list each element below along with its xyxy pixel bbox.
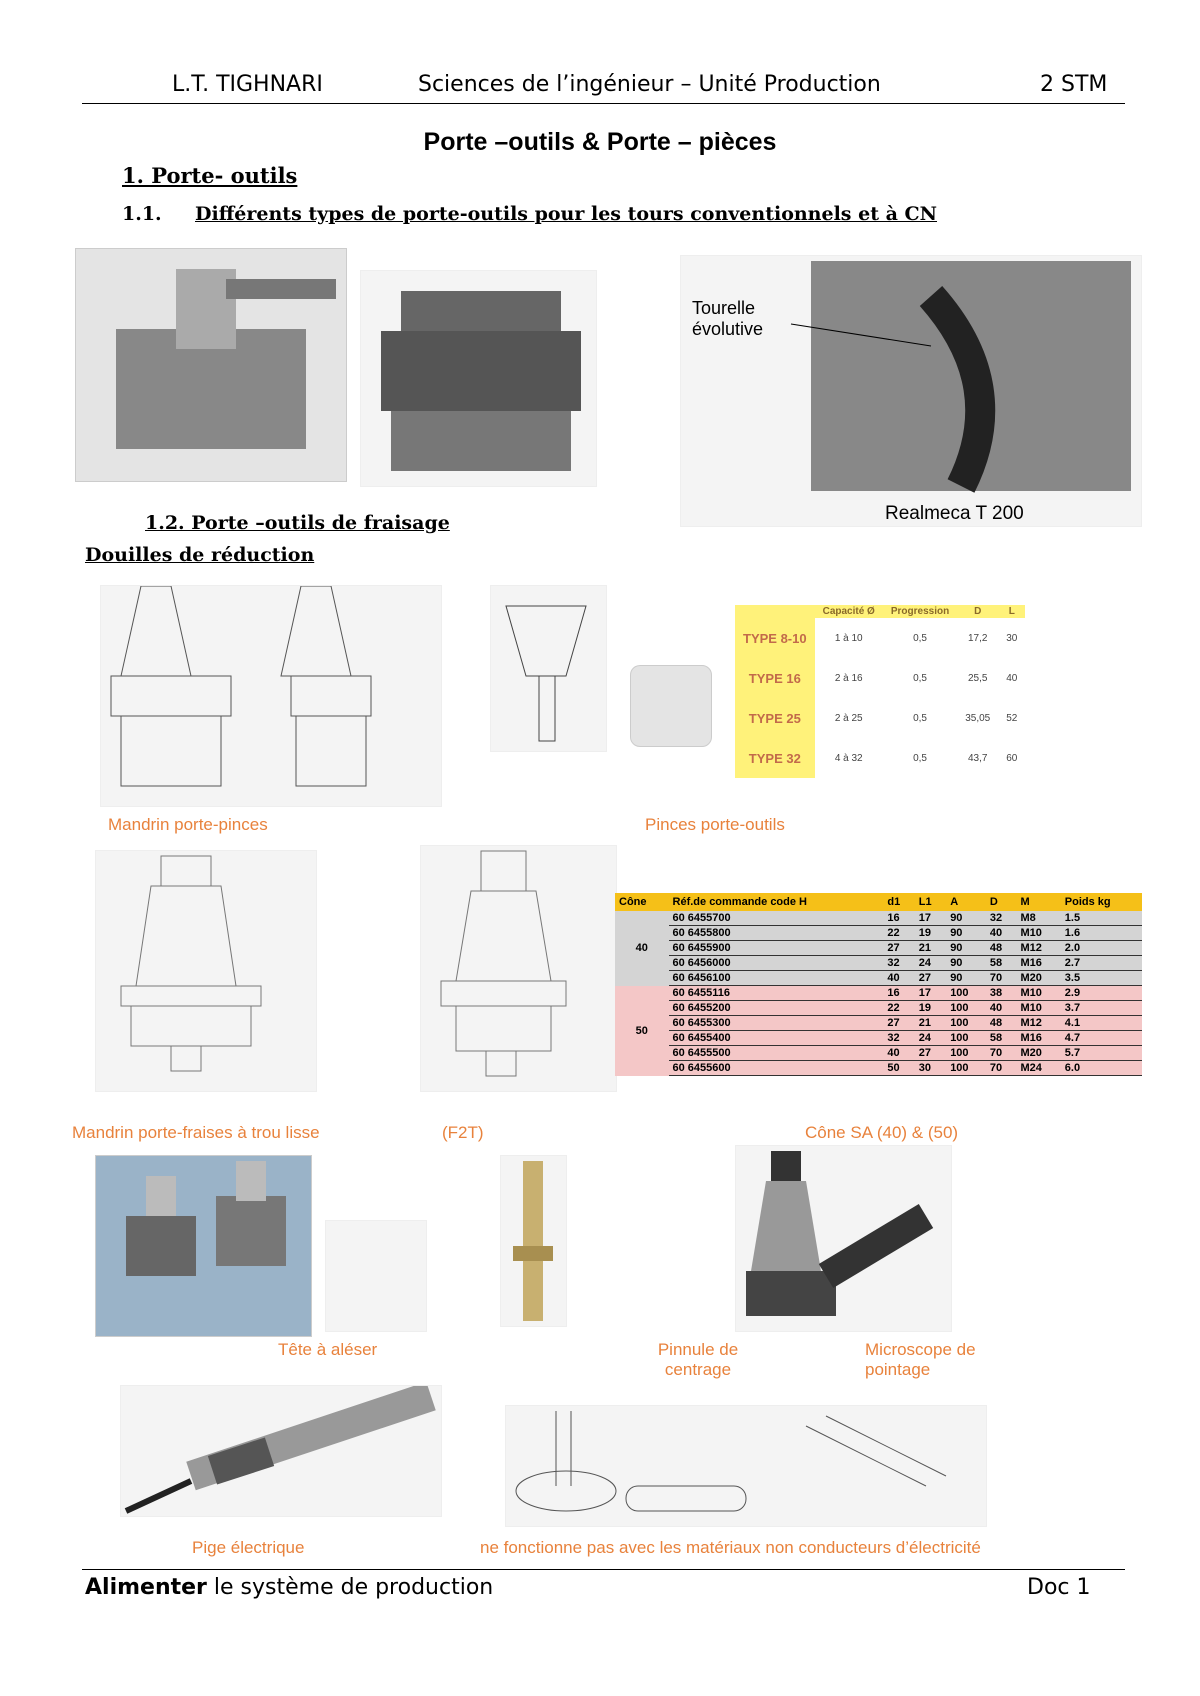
footer-bold: Alimenter: [85, 1575, 207, 1600]
table-cell: 2 à 16: [834, 672, 863, 684]
table-cell: 0,5: [913, 752, 927, 764]
table-row: [615, 941, 1142, 956]
table-cell: 4.7: [1061, 1031, 1142, 1046]
table-cell: 40: [883, 971, 914, 986]
table-cell: 90: [946, 911, 986, 926]
table-cell: 27: [883, 941, 914, 956]
electric-probe-image: [120, 1385, 442, 1517]
table-cell: 19: [915, 1001, 946, 1016]
table-row: [615, 956, 1142, 971]
table-cell: 30: [1006, 632, 1018, 644]
table-cell: 60 6455800: [669, 926, 884, 941]
table-header: Cône: [615, 893, 669, 911]
section-heading: 1. Porte- outils: [122, 163, 298, 188]
table-cell: 16: [883, 986, 914, 1001]
boring-head-drawing: [325, 1220, 427, 1332]
boring-head-image: [95, 1155, 312, 1337]
table-row: [615, 986, 1142, 1001]
cone-sa-table: [615, 893, 1142, 1076]
table-cell: 60 6455200: [669, 1001, 884, 1016]
collet-table: [735, 605, 1025, 778]
table-cell: M10: [1016, 986, 1060, 1001]
table-cell: 90: [946, 956, 986, 971]
table-cell: 100: [946, 1031, 986, 1046]
table-cell: M20: [1016, 1046, 1060, 1061]
table-cell: 27: [883, 1016, 914, 1031]
subsection-heading-milling: 1.2. Porte –outils de fraisage: [145, 512, 450, 534]
table-header: Capacité Ø: [815, 605, 883, 618]
table-cell: 3.5: [1061, 971, 1142, 986]
table-cell: 4.1: [1061, 1016, 1142, 1031]
subsection-heading: Différents types de porte-outils pour les tours conventionnels et à CN: [195, 203, 938, 225]
table-cell: 100: [946, 1016, 986, 1031]
table-cell: 32: [883, 956, 914, 971]
table-row: [735, 738, 1025, 778]
table-cell: 40: [1006, 672, 1018, 684]
table-cell: 5.7: [1061, 1046, 1142, 1061]
table-row: [615, 911, 1142, 926]
table-cell: 60 6455500: [669, 1046, 884, 1061]
footer-rest: le système de production: [206, 1575, 494, 1600]
table-cell: 60 6455900: [669, 941, 884, 956]
table-cell: 60 6456100: [669, 971, 884, 986]
subsection-reducers: Douilles de réduction: [85, 544, 315, 566]
table-cell: 40: [986, 1001, 1017, 1016]
table-cell: M24: [1016, 1061, 1060, 1076]
table-cell: 100: [946, 986, 986, 1001]
caption-centering-pin: Pinnule de centrage: [657, 1340, 739, 1379]
header-class: 2 STM: [1040, 72, 1108, 97]
table-cell: 60 6456000: [669, 956, 884, 971]
table-cell: 21: [915, 1016, 946, 1031]
table-cell: 25,5: [967, 672, 988, 684]
table-cell: 100: [946, 1001, 986, 1016]
table-cell: 50: [883, 1061, 914, 1076]
square-toolpost-image: [360, 270, 597, 487]
table-cell: 0,5: [913, 712, 927, 724]
table-cell: 22: [883, 1001, 914, 1016]
header-school: L.T. TIGHNARI: [172, 72, 323, 97]
table-cell: 40: [986, 926, 1017, 941]
table-cell: 90: [946, 941, 986, 956]
caption-collets: Pinces porte-outils: [645, 815, 785, 834]
table-cell: 27: [915, 971, 946, 986]
table-cell: 48: [986, 1016, 1017, 1031]
table-cell: 1.6: [1061, 926, 1142, 941]
table-cell: 17: [915, 911, 946, 926]
table-cell: 17,2: [967, 632, 988, 644]
table-cell: 38: [986, 986, 1017, 1001]
table-cell: 35,05: [965, 712, 991, 724]
table-cell: 100: [946, 1061, 986, 1076]
table-cell: 40: [883, 1046, 914, 1061]
footer-text: [85, 1575, 493, 1600]
quick-change-toolpost-image: [75, 248, 347, 482]
table-cell: 0,5: [913, 672, 927, 684]
turret-image: [680, 255, 1142, 527]
collet-drawing: [490, 585, 607, 752]
table-cell: 100: [946, 1046, 986, 1061]
table-cell: TYPE 16: [735, 658, 815, 698]
table-cell: 52: [1006, 712, 1018, 724]
cone-size-cell: 50: [615, 986, 669, 1076]
caption-cone-sa: Cône SA (40) & (50): [805, 1123, 959, 1142]
table-cell: M12: [1016, 941, 1060, 956]
collet-chuck-drawing: [100, 585, 442, 807]
table-cell: 43,7: [967, 752, 988, 764]
table-row: [735, 618, 1025, 658]
table-cell: 2.0: [1061, 941, 1142, 956]
table-row: [615, 1001, 1142, 1016]
table-cell: 22: [883, 926, 914, 941]
table-cell: M16: [1016, 1031, 1060, 1046]
footer-doc: Doc 1: [1027, 1575, 1091, 1600]
table-cell: 2.7: [1061, 956, 1142, 971]
table-cell: 60 6455400: [669, 1031, 884, 1046]
table-cell: 19: [915, 926, 946, 941]
table-cell: M16: [1016, 956, 1060, 971]
centering-pin-image: [500, 1155, 567, 1327]
table-cell: 90: [946, 971, 986, 986]
table-row: [615, 926, 1142, 941]
page-title: Porte –outils & Porte – pièces: [423, 128, 777, 156]
table-header: Réf.de commande code H: [669, 893, 884, 911]
caption-conductivity-note: ne fonctionne pas avec les matériaux non conducteurs d’électricité: [480, 1538, 981, 1557]
table-cell: 2.9: [1061, 986, 1142, 1001]
table-cell: 32: [883, 1031, 914, 1046]
cone-size-cell: 40: [615, 911, 669, 986]
table-cell: TYPE 8-10: [735, 618, 815, 658]
table-row: [615, 1061, 1142, 1076]
table-cell: 30: [915, 1061, 946, 1076]
caption-f2t: (F2T): [442, 1123, 484, 1142]
table-cell: 2 à 25: [834, 712, 863, 724]
shell-mill-holder-drawing-40: [95, 850, 317, 1092]
table-cell: M12: [1016, 1016, 1060, 1031]
table-cell: 17: [915, 986, 946, 1001]
table-header: Poids kg: [1061, 893, 1142, 911]
table-header: Progression: [883, 605, 957, 618]
table-cell: 1.5: [1061, 911, 1142, 926]
table-cell: 60 6455300: [669, 1016, 884, 1031]
turret-caption: Realmeca T 200: [885, 503, 1024, 524]
table-header: D: [986, 893, 1017, 911]
table-cell: 1 à 10: [834, 632, 863, 644]
caption-microscope: Microscope de pointage: [865, 1340, 976, 1379]
table-cell: M8: [1016, 911, 1060, 926]
table-cell: TYPE 32: [735, 738, 815, 778]
table-cell: 70: [986, 971, 1017, 986]
turret-label: Tourelle évolutive: [692, 298, 764, 339]
table-header: d1: [883, 893, 914, 911]
header-rule: [82, 103, 1125, 104]
table-cell: M10: [1016, 926, 1060, 941]
table-row: [615, 971, 1142, 986]
table-cell: 60 6455600: [669, 1061, 884, 1076]
table-cell: 58: [986, 1031, 1017, 1046]
table-cell: 48: [986, 941, 1017, 956]
table-cell: 24: [915, 956, 946, 971]
table-header: L1: [915, 893, 946, 911]
table-row: [615, 1046, 1142, 1061]
table-cell: 60: [1006, 752, 1018, 764]
table-cell: 70: [986, 1046, 1017, 1061]
table-cell: 16: [883, 911, 914, 926]
footer-rule: [82, 1569, 1125, 1570]
table-cell: TYPE 25: [735, 698, 815, 738]
table-header: A: [946, 893, 986, 911]
table-cell: 4 à 32: [834, 752, 863, 764]
caption-shell-mill-holder: Mandrin porte-fraises à trou lisse: [72, 1123, 320, 1142]
table-cell: 60 6455116: [669, 986, 884, 1001]
table-header: [735, 605, 815, 618]
table-cell: 21: [915, 941, 946, 956]
table-cell: 6.0: [1061, 1061, 1142, 1076]
table-cell: M20: [1016, 971, 1060, 986]
table-cell: 90: [946, 926, 986, 941]
shell-mill-holder-drawing-50: [420, 845, 617, 1092]
caption-electric-probe: Pige électrique: [192, 1538, 305, 1557]
caption-collet-chuck: Mandrin porte-pinces: [108, 815, 268, 834]
table-cell: 27: [915, 1046, 946, 1061]
table-row: [735, 658, 1025, 698]
table-header: L: [998, 605, 1025, 618]
table-header: D: [957, 605, 998, 618]
table-cell: 0,5: [913, 632, 927, 644]
table-cell: 60 6455700: [669, 911, 884, 926]
table-row: [615, 1031, 1142, 1046]
table-cell: 3.7: [1061, 1001, 1142, 1016]
table-cell: 58: [986, 956, 1017, 971]
microscope-image: [735, 1145, 952, 1332]
header-subject: Sciences de l’ingénieur – Unité Production: [418, 72, 881, 97]
table-cell: 24: [915, 1031, 946, 1046]
subsection-number: 1.1.: [122, 203, 162, 225]
collet-image: [630, 665, 712, 747]
probe-usage-drawings: [505, 1405, 987, 1527]
table-row: [615, 1016, 1142, 1031]
table-header: M: [1016, 893, 1060, 911]
table-cell: M10: [1016, 1001, 1060, 1016]
caption-boring-head: Tête à aléser: [278, 1340, 378, 1359]
table-cell: 32: [986, 911, 1017, 926]
table-cell: 70: [986, 1061, 1017, 1076]
table-row: [735, 698, 1025, 738]
